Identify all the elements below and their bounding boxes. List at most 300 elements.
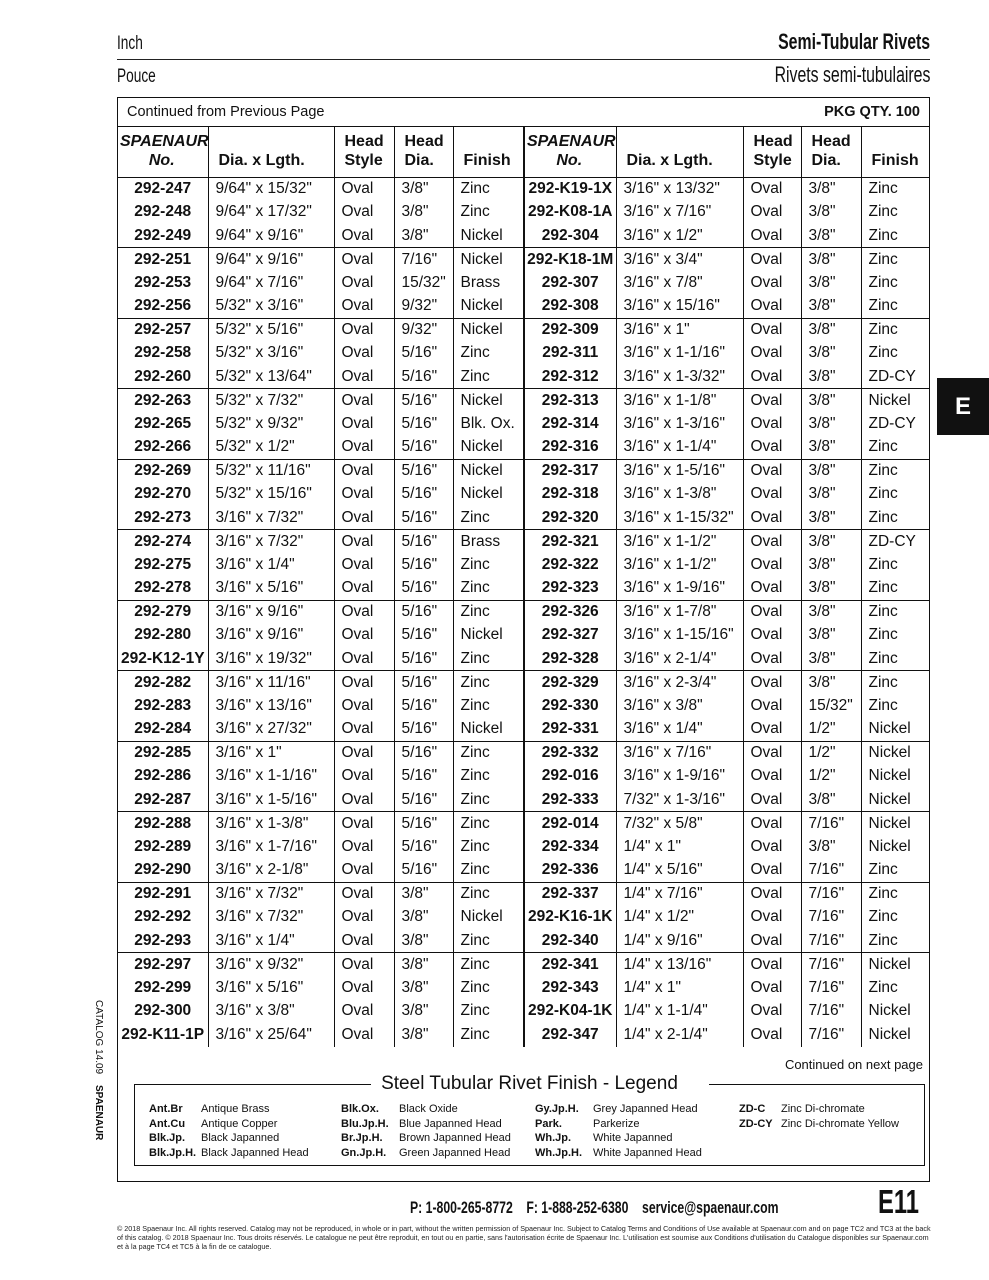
cell-finish: Nickel [861, 718, 929, 742]
cell-finish: Zinc [453, 835, 524, 859]
cell-head-style: Oval [743, 812, 801, 836]
column-header-part-number: SPAENAUR No. [524, 127, 616, 177]
continued-from-label: Continued from Previous Page [127, 104, 325, 120]
cell-part-number: 292-283 [134, 696, 192, 714]
cell-dia-length: 3/16" x 7/32" [208, 530, 334, 554]
cell-head-dia: 7/16" [801, 1023, 861, 1047]
cell-dia-length: 3/16" x 1-3/8" [616, 483, 743, 507]
cell-finish: Nickel [453, 624, 524, 648]
cell-head-dia: 5/16" [394, 671, 453, 695]
finish-legend [134, 1073, 925, 1166]
cell-part-number: 292-333 [524, 788, 616, 812]
cell-finish: Nickel [453, 718, 524, 742]
legend-code: Gy.Jp.H. [535, 1103, 579, 1115]
cell-head-dia: 5/16" [394, 788, 453, 812]
cell-head-style: Oval [743, 365, 801, 389]
cell-head-style: Oval [743, 389, 801, 413]
cell-dia-length: 3/16" x 1-7/16" [208, 835, 334, 859]
table-row [118, 953, 929, 977]
page-title: Semi-Tubular Rivets [778, 29, 930, 54]
cell-head-dia: 15/32" [394, 271, 453, 295]
cell-part-number: 292-332 [524, 741, 616, 765]
cell-part-number: 292-K18-1M [524, 248, 616, 272]
cell-head-style: Oval [743, 765, 801, 789]
cell-part-number: 292-284 [118, 718, 208, 742]
cell-part-number: 292-K11-1P [121, 1025, 205, 1043]
cell-head-dia: 5/16" [394, 835, 453, 859]
cell-head-style: Oval [334, 812, 394, 836]
cell-head-dia: 3/8" [801, 553, 861, 577]
cell-dia-length: 5/32" x 13/64" [208, 365, 334, 389]
cell-head-dia: 3/8" [801, 365, 861, 389]
table-row [118, 859, 929, 883]
cell-head-style: Oval [743, 835, 801, 859]
cell-dia-length: 3/16" x 1/4" [208, 929, 334, 953]
page-number: E11 [878, 1183, 920, 1220]
legend-column [341, 1102, 511, 1160]
cell-part-number: 292-279 [134, 603, 192, 620]
legend-column [739, 1102, 899, 1131]
cell-finish: Zinc [861, 976, 929, 1000]
section-tab-e: E [937, 378, 989, 435]
cell-head-style: Oval [334, 1023, 394, 1047]
cell-part-number: 292-287 [118, 788, 208, 812]
page-title-fr: Rivets semi-tubulaires [774, 62, 930, 87]
cell-head-dia: 3/8" [801, 577, 861, 601]
cell-dia-length: 5/32" x 1/2" [208, 436, 334, 460]
cell-head-dia: 5/16" [394, 859, 453, 883]
cell-finish: Nickel [861, 835, 929, 859]
cell-part-number: 292-308 [524, 295, 616, 319]
cell-part-number: 292-309 [524, 318, 616, 342]
cell-head-dia: 1/2" [801, 718, 861, 742]
cell-finish: Nickel [861, 389, 929, 413]
cell-part-number: 292-292 [134, 908, 192, 926]
table-row [118, 459, 929, 483]
table-row [118, 483, 929, 507]
table-row [118, 671, 929, 695]
cell-head-dia: 5/16" [394, 530, 453, 554]
cell-part-number: 292-316 [524, 436, 616, 460]
table-row [118, 694, 929, 718]
cell-head-style: Oval [743, 483, 801, 507]
legend-code: Gn.Jp.H. [341, 1146, 387, 1159]
cell-part-number: 292-297 [134, 955, 192, 973]
cell-dia-length: 3/16" x 1-9/16" [616, 765, 743, 789]
cell-finish: Zinc [453, 741, 524, 765]
table-row [118, 553, 929, 577]
table-row [118, 530, 929, 554]
cell-part-number: 292-318 [524, 483, 616, 507]
cell-head-style: Oval [743, 906, 801, 930]
cell-head-dia: 1/2" [801, 765, 861, 789]
cell-head-dia: 15/32" [801, 694, 861, 718]
column-header-finish: Finish [861, 127, 929, 177]
cell-head-dia: 9/32" [394, 318, 453, 342]
table-row [118, 882, 929, 906]
cell-dia-length: 3/16" x 2-1/4" [616, 647, 743, 671]
cell-dia-length: 3/16" x 1-1/8" [616, 389, 743, 413]
cell-head-dia: 3/8" [801, 318, 861, 342]
cell-dia-length: 5/32" x 15/16" [208, 483, 334, 507]
cell-dia-length: 5/32" x 7/32" [208, 389, 334, 413]
cell-part-number: 292-K19-1X [524, 177, 616, 201]
cell-part-number: 292-337 [524, 882, 616, 906]
cell-part-number: 292-K04-1K [524, 1000, 616, 1024]
cell-part-number: 292-328 [524, 647, 616, 671]
cell-head-style: Oval [743, 342, 801, 366]
cell-head-dia: 1/2" [801, 741, 861, 765]
cell-dia-length: 3/16" x 1-9/16" [616, 577, 743, 601]
legend-description: Black Oxide [399, 1103, 458, 1115]
cell-head-style: Oval [334, 248, 394, 272]
table-row [118, 741, 929, 765]
cell-head-dia: 3/8" [394, 177, 453, 201]
cell-head-style: Oval [743, 1000, 801, 1024]
column-header-part-number: SPAENAUR No. [118, 127, 208, 177]
legend-entry [149, 1131, 309, 1146]
cell-head-dia: 3/8" [394, 953, 453, 977]
cell-head-style: Oval [334, 295, 394, 319]
cell-dia-length: 3/16" x 1-7/8" [616, 600, 743, 624]
cell-finish: Zinc [861, 600, 929, 624]
cell-finish: Zinc [861, 929, 929, 953]
cell-part-number: 292-327 [524, 624, 616, 648]
cell-finish: ZD-CY [861, 365, 929, 389]
cell-head-style: Oval [334, 436, 394, 460]
cell-head-style: Oval [743, 224, 801, 248]
legend-entry [535, 1146, 702, 1161]
cell-dia-length: 5/32" x 9/32" [208, 412, 334, 436]
legend-description: Grey Japanned Head [593, 1103, 698, 1115]
column-header-finish: Finish [453, 127, 524, 177]
table-row [118, 788, 929, 812]
cell-dia-length: 5/32" x 11/16" [208, 459, 334, 483]
column-header-head-dia: Head Dia. [801, 127, 861, 177]
cell-head-style: Oval [743, 177, 801, 201]
cell-head-style: Oval [743, 624, 801, 648]
cell-dia-length: 3/16" x 1-15/16" [616, 624, 743, 648]
cell-head-dia: 9/32" [394, 295, 453, 319]
table-row [118, 624, 929, 648]
cell-head-dia: 7/16" [801, 906, 861, 930]
cell-head-dia: 3/8" [801, 271, 861, 295]
table-row [118, 647, 929, 671]
table-row [118, 248, 929, 272]
legend-code: ZD-C [739, 1103, 766, 1115]
table-row [118, 436, 929, 460]
cell-head-dia: 3/8" [801, 295, 861, 319]
cell-head-dia: 3/8" [801, 624, 861, 648]
cell-finish: Zinc [861, 577, 929, 601]
cell-head-style: Oval [743, 671, 801, 695]
legend-code: Ant.Br [149, 1103, 183, 1115]
table-row [118, 342, 929, 366]
cell-dia-length: 3/16" x 1-1/4" [616, 436, 743, 460]
legend-title: Steel Tubular Rivet Finish - Legend [381, 1073, 678, 1094]
column-header-head-dia: Head Dia. [394, 127, 453, 177]
cell-part-number: 292-330 [524, 694, 616, 718]
cell-head-style: Oval [743, 929, 801, 953]
cell-head-dia: 5/16" [394, 436, 453, 460]
cell-finish: Zinc [453, 647, 524, 671]
cell-part-number: 292-329 [524, 671, 616, 695]
cell-head-style: Oval [334, 859, 394, 883]
cell-head-style: Oval [743, 201, 801, 225]
cell-finish: Zinc [861, 906, 929, 930]
cell-part-number: 292-247 [134, 180, 192, 197]
cell-dia-length: 5/32" x 3/16" [208, 295, 334, 319]
cell-dia-length: 5/32" x 3/16" [208, 342, 334, 366]
cell-finish: Nickel [453, 906, 524, 930]
cell-finish: Nickel [861, 788, 929, 812]
cell-head-style: Oval [743, 506, 801, 530]
table-row [118, 718, 929, 742]
table-row [118, 506, 929, 530]
product-table-box [117, 97, 930, 1182]
cell-dia-length: 1/4" x 5/16" [616, 859, 743, 883]
cell-dia-length: 1/4" x 9/16" [616, 929, 743, 953]
cell-part-number: 292-341 [524, 953, 616, 977]
cell-dia-length: 1/4" x 1-1/4" [616, 1000, 743, 1024]
legend-entry [341, 1131, 511, 1146]
cell-finish: Zinc [453, 600, 524, 624]
cell-head-dia: 3/8" [801, 389, 861, 413]
legend-entry [341, 1117, 511, 1132]
cell-dia-length: 3/16" x 3/8" [616, 694, 743, 718]
cell-head-style: Oval [334, 459, 394, 483]
cell-head-style: Oval [334, 342, 394, 366]
table-row [118, 835, 929, 859]
cell-head-style: Oval [334, 694, 394, 718]
cell-part-number: 292-280 [134, 626, 192, 644]
cell-head-style: Oval [334, 577, 394, 601]
cell-dia-length: 3/16" x 1-15/32" [616, 506, 743, 530]
cell-finish: Zinc [861, 882, 929, 906]
legend-code: Blk.Jp.H. [149, 1146, 197, 1159]
cell-head-style: Oval [743, 459, 801, 483]
cell-part-number: 292-331 [524, 718, 616, 742]
cell-head-style: Oval [743, 577, 801, 601]
cell-head-style: Oval [743, 694, 801, 718]
cell-dia-length: 3/16" x 7/16" [616, 741, 743, 765]
table-header-row [118, 127, 929, 177]
legend-entry [341, 1102, 511, 1117]
cell-dia-length: 3/16" x 7/32" [208, 906, 334, 930]
cell-head-dia: 3/8" [394, 1023, 453, 1047]
cell-head-dia: 5/16" [394, 624, 453, 648]
cell-part-number: 292-326 [524, 600, 616, 624]
cell-finish: Nickel [861, 953, 929, 977]
cell-part-number: 292-347 [524, 1023, 616, 1047]
table-row [118, 389, 929, 413]
pkg-qty-label: PKG QTY. 100 [824, 104, 920, 120]
cell-dia-length: 9/64" x 17/32" [208, 201, 334, 225]
cell-part-number: 292-343 [524, 976, 616, 1000]
cell-head-dia: 3/8" [394, 224, 453, 248]
table-row [118, 412, 929, 436]
cell-finish: Zinc [861, 224, 929, 248]
cell-head-style: Oval [743, 953, 801, 977]
cell-finish: Nickel [453, 248, 524, 272]
unit-label: Inch [117, 33, 143, 54]
cell-part-number: 292-286 [134, 767, 192, 785]
cell-part-number: 292-265 [134, 414, 192, 432]
cell-part-number: 292-K08-1A [524, 201, 616, 225]
cell-head-style: Oval [334, 906, 394, 930]
cell-finish: Zinc [861, 201, 929, 225]
cell-dia-length: 5/32" x 5/16" [208, 318, 334, 342]
cell-head-dia: 3/8" [801, 835, 861, 859]
cell-part-number: 292-266 [118, 436, 208, 460]
cell-head-dia: 3/8" [801, 506, 861, 530]
cell-head-style: Oval [334, 271, 394, 295]
table-row [118, 765, 929, 789]
cell-head-dia: 5/16" [394, 600, 453, 624]
cell-head-style: Oval [334, 647, 394, 671]
cell-head-dia: 5/16" [394, 812, 453, 836]
cell-head-style: Oval [334, 976, 394, 1000]
table-row [118, 929, 929, 953]
cell-dia-length: 7/32" x 5/8" [616, 812, 743, 836]
cell-finish: Zinc [453, 859, 524, 883]
cell-dia-length: 3/16" x 7/32" [208, 882, 334, 906]
column-header-head-style: Head Style [743, 127, 801, 177]
cell-finish: Nickel [453, 295, 524, 319]
cell-part-number: 292-249 [118, 224, 208, 248]
cell-head-dia: 5/16" [394, 365, 453, 389]
cell-finish: Zinc [861, 506, 929, 530]
cell-head-style: Oval [334, 553, 394, 577]
cell-finish: ZD-CY [861, 530, 929, 554]
cell-part-number: 292-321 [524, 530, 616, 554]
cell-dia-length: 3/16" x 1-3/8" [208, 812, 334, 836]
cell-part-number: 292-K16-1K [524, 906, 616, 930]
cell-part-number: 292-323 [524, 577, 616, 601]
cell-head-style: Oval [743, 600, 801, 624]
cell-part-number: 292-253 [134, 273, 192, 291]
cell-dia-length: 9/64" x 9/16" [208, 224, 334, 248]
cell-part-number: 292-288 [134, 814, 192, 832]
cell-dia-length: 3/16" x 2-3/4" [616, 671, 743, 695]
legend-column [149, 1102, 309, 1160]
cell-head-style: Oval [334, 201, 394, 225]
cell-head-dia: 3/8" [801, 177, 861, 201]
table-row [118, 224, 929, 248]
cell-part-number: 292-275 [134, 555, 192, 573]
cell-head-style: Oval [334, 506, 394, 530]
cell-dia-length: 3/16" x 3/4" [616, 248, 743, 272]
cell-finish: Zinc [453, 553, 524, 577]
cell-part-number: 292-016 [524, 765, 616, 789]
header-row-english [117, 30, 930, 60]
cell-head-style: Oval [334, 318, 394, 342]
cell-head-style: Oval [334, 718, 394, 742]
legend-description: Zinc Di-chromate Yellow [781, 1117, 899, 1130]
cell-head-dia: 7/16" [394, 248, 453, 272]
cell-head-dia: 3/8" [801, 224, 861, 248]
legend-code: Ant.Cu [149, 1117, 186, 1130]
cell-head-dia: 5/16" [394, 765, 453, 789]
legend-description: Antique Copper [201, 1117, 278, 1130]
cell-head-style: Oval [334, 624, 394, 648]
table-row [118, 906, 929, 930]
cell-dia-length: 3/16" x 13/16" [208, 694, 334, 718]
legal-notice: © 2018 Spaenaur Inc. All rights reserved. Catalog may not be reproduced, in whole or in part, without the written permission of Spaenaur Inc. Subject to Catalog Terms and Conditions of Use available at Spaenaur.com and on page TC2 and TC3 at the back of this catalog. © 2018 Spaenaur Inc. Tous droits réservés. Le catalogue ne peut être reproduit, en tout ou en partie, sans l'autorisation écrite de Spaenaur Inc. L'utilisation est soumise aux Conditions d'utilisation du Catalogue disponibles sur Spaenaur.com et à la page TC4 et TC5 à la fin de ce catalogue. [117, 1224, 931, 1251]
cell-finish: Nickel [453, 224, 524, 248]
cell-finish: Nickel [861, 741, 929, 765]
cell-finish: Nickel [861, 812, 929, 836]
legend-entry [535, 1102, 702, 1117]
cell-finish: Zinc [861, 553, 929, 577]
cell-finish: Zinc [453, 694, 524, 718]
cell-finish: Nickel [861, 1023, 929, 1047]
cell-finish: Brass [453, 271, 524, 295]
cell-part-number: 292-317 [524, 459, 616, 483]
cell-finish: Zinc [861, 694, 929, 718]
cell-finish: Zinc [861, 859, 929, 883]
cell-head-style: Oval [743, 530, 801, 554]
cell-part-number: 292-313 [524, 389, 616, 413]
cell-head-dia: 3/8" [801, 530, 861, 554]
table-row [118, 1023, 929, 1047]
column-header-head-style: Head Style [334, 127, 394, 177]
cell-head-dia: 5/16" [394, 694, 453, 718]
legend-code: ZD-CY [739, 1117, 773, 1130]
cell-part-number: 292-273 [118, 506, 208, 530]
cell-head-dia: 5/16" [394, 483, 453, 507]
cell-head-dia: 3/8" [394, 882, 453, 906]
cell-dia-length: 9/64" x 15/32" [208, 177, 334, 201]
table-row [118, 295, 929, 319]
cell-finish: Brass [453, 530, 524, 554]
cell-dia-length: 3/16" x 1-5/16" [616, 459, 743, 483]
cell-finish: Zinc [861, 248, 929, 272]
cell-head-style: Oval [334, 412, 394, 436]
cell-finish: Zinc [861, 671, 929, 695]
legend-description: Green Japanned Head [399, 1146, 511, 1159]
cell-finish: Nickel [453, 459, 524, 483]
cell-dia-length: 1/4" x 2-1/4" [616, 1023, 743, 1047]
cell-head-style: Oval [743, 318, 801, 342]
cell-head-style: Oval [743, 718, 801, 742]
cell-finish: Zinc [453, 177, 524, 201]
cell-head-dia: 3/8" [394, 201, 453, 225]
cell-dia-length: 1/4" x 1" [616, 976, 743, 1000]
legend-description: White Japanned [593, 1132, 673, 1145]
cell-finish: Zinc [861, 483, 929, 507]
cell-finish: Blk. Ox. [453, 412, 524, 436]
cell-dia-length: 3/16" x 7/32" [208, 506, 334, 530]
table-row [118, 177, 929, 201]
cell-dia-length: 3/16" x 1-3/16" [616, 412, 743, 436]
cell-part-number: 292-270 [134, 485, 192, 503]
table-row [118, 365, 929, 389]
cell-head-style: Oval [334, 671, 394, 695]
table-row [118, 577, 929, 601]
cell-dia-length: 3/16" x 3/8" [208, 1000, 334, 1024]
unit-label-fr: Pouce [117, 66, 156, 87]
cell-part-number: 292-312 [524, 365, 616, 389]
legend-description: Zinc Di-chromate [781, 1103, 865, 1115]
cell-finish: Nickel [453, 436, 524, 460]
cell-part-number: 292-300 [134, 1002, 192, 1020]
cell-dia-length: 3/16" x 5/16" [208, 577, 334, 601]
cell-head-style: Oval [334, 177, 394, 201]
cell-part-number: 292-258 [134, 344, 192, 362]
legend-entry [341, 1146, 511, 1161]
cell-part-number: 292-299 [134, 978, 192, 996]
